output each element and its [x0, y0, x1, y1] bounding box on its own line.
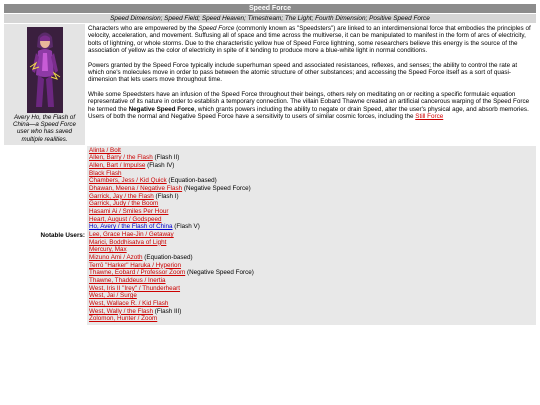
user-link[interactable]: Garrick, Jay / the Flash	[89, 192, 154, 200]
user-link[interactable]: Dhawan, Meena / Negative Flash	[89, 185, 183, 193]
user-note: (Negative Speed Force)	[182, 185, 251, 193]
image-cell	[4, 24, 85, 145]
user-list-item	[89, 193, 533, 201]
user-list-item	[89, 254, 533, 262]
user-list-item	[89, 285, 533, 293]
user-link[interactable]: Zolomon, Hunter / Zoom	[89, 315, 158, 323]
user-link[interactable]: Ho, Avery / the Flash of China	[89, 223, 173, 231]
paragraph-1-text-a: Characters who are empowered by the	[88, 25, 199, 32]
paragraph-3-text-a: While some Speedsters have an infusion of the Speed Force throughout their beings, others rely on meditating on or reciting a specific formulaic equation representative of its nature in order to establish a temporary connection. The villain Eobard Thawne created an artificial cancerous warping of the Speed Force he termed the	[88, 90, 530, 113]
paragraph-3	[88, 91, 532, 121]
negative-speed-force-term: Negative Speed Force	[128, 105, 195, 113]
user-list-item	[89, 262, 533, 270]
user-link[interactable]: West, Jai / Surge	[89, 292, 137, 300]
user-list-item	[89, 231, 533, 239]
user-link[interactable]: Mizuno Ami / Azoth	[89, 254, 143, 261]
paragraph-3-text-b: , which grants powers including the ability to negate or drain Speed, alter the user's physical age, and absorb memories. Users of both the normal and Negative Speed Force have a sensitivity to users of similar cosmic forces, including the	[88, 105, 529, 121]
paragraph-1	[88, 25, 532, 55]
notable-users-row	[4, 146, 536, 325]
user-link[interactable]: Mercury, Max	[89, 246, 127, 254]
user-link[interactable]: Garrick, Judy / the Boom	[89, 200, 159, 208]
user-link[interactable]: Hasami Ai / Smiles Per Hour	[89, 208, 169, 216]
user-note: (Equation-based)	[166, 177, 217, 185]
user-list-item	[89, 162, 533, 170]
user-link[interactable]: Black Flash	[89, 169, 122, 177]
user-list-item	[89, 147, 533, 155]
user-link[interactable]: Alinta / Bolt	[89, 146, 121, 154]
user-list-item	[89, 223, 533, 231]
user-note: (Equation-based)	[142, 254, 193, 261]
user-list-item	[89, 315, 533, 323]
user-link[interactable]: West, Iris II "Irey" / Thunderheart	[89, 284, 181, 292]
user-list-item	[89, 177, 533, 185]
user-link[interactable]: West, Wallace R. / Kid Flash	[89, 299, 169, 307]
user-note: (Negative Speed Force)	[185, 269, 254, 277]
description-text	[85, 24, 536, 145]
user-list-item	[89, 269, 533, 277]
user-link[interactable]: Thawne, Eobard / Professor Zoom	[89, 269, 186, 277]
user-list-item	[89, 216, 533, 224]
character-portrait-image[interactable]	[27, 27, 63, 113]
user-link[interactable]: Chambers, Jess / Kid Quick	[89, 177, 167, 185]
user-list-item	[89, 154, 533, 162]
user-link[interactable]: Lee, Grace Hae-Jin / Getaway	[89, 231, 174, 239]
user-list-item	[89, 239, 533, 247]
notable-users-list	[87, 146, 536, 325]
user-list-item	[89, 208, 533, 216]
user-list-item	[89, 308, 533, 316]
user-link[interactable]: Terrō "Harker" Haruka / Hyperion	[89, 261, 181, 269]
speed-force-emphasis: Speed Force	[198, 25, 235, 32]
user-note: (Flash III)	[153, 307, 182, 315]
user-link[interactable]: Allen, Bart / Impulse	[89, 162, 146, 170]
user-list-item	[89, 200, 533, 208]
user-link[interactable]: West, Wally / the Flash	[89, 307, 154, 315]
user-list-item	[89, 300, 533, 308]
user-list-item	[89, 170, 533, 178]
description-row	[4, 24, 536, 145]
user-list-item	[89, 292, 533, 300]
user-link[interactable]: Thawne, Thaddeus / Inertia	[89, 276, 166, 284]
user-link[interactable]: Heart, August / Godspeed	[89, 215, 162, 223]
paragraph-2: Powers granted by the Speed Force typically include superhuman speed and associated resistances, reflexes, and senses; the ability to control the rate at which one's molecules move in order to pass between the atomic structure of other substances; and accessing the Speed Force itself as a sort of quasi-dimension that lets users move throughout time.	[88, 61, 518, 84]
user-list-item	[89, 246, 533, 254]
image-caption: Avery Ho, the Flash of China—a Speed Force user who has saved multiple realities.	[13, 114, 76, 143]
notable-users-label: Notable Users:	[4, 146, 87, 325]
user-link[interactable]: Allen, Barry / the Flash	[89, 154, 153, 162]
alias-subtitle: Speed Dimension; Speed Field; Speed Heaven; Timestream; The Light; Fourth Dimension; Positive Speed Force	[4, 14, 536, 23]
user-note: (Flash II)	[152, 154, 180, 162]
user-note: (Flash V)	[172, 223, 200, 231]
user-link[interactable]: Marici, Boddhisatva of Light	[89, 238, 167, 246]
user-list-item	[89, 185, 533, 193]
page-title: Speed Force	[4, 4, 536, 13]
still-force-link[interactable]: Still Force	[415, 113, 444, 121]
infobox-table	[4, 4, 536, 325]
user-note: (Flash IV)	[145, 162, 175, 170]
user-list-item	[89, 277, 533, 285]
paragraph-1-text-b: (commonly known as "Speedsters") are linked to an interdimensional force that embodies the principles of velocity, acceleration, and movement. Suffusing all of space and time across the multiverse, it can be manipulated to manifest in the form of arcs of electricity, bolts of lightning, or whole storms. Due to the characteristic yellow hue of Speed Force lightning, some researchers believe this energy is the source of the association of yellow as the color of electricity in spite of it tending to produce more a blue-white light in normal conditions.	[88, 25, 531, 55]
user-note: (Flash I)	[153, 192, 179, 200]
